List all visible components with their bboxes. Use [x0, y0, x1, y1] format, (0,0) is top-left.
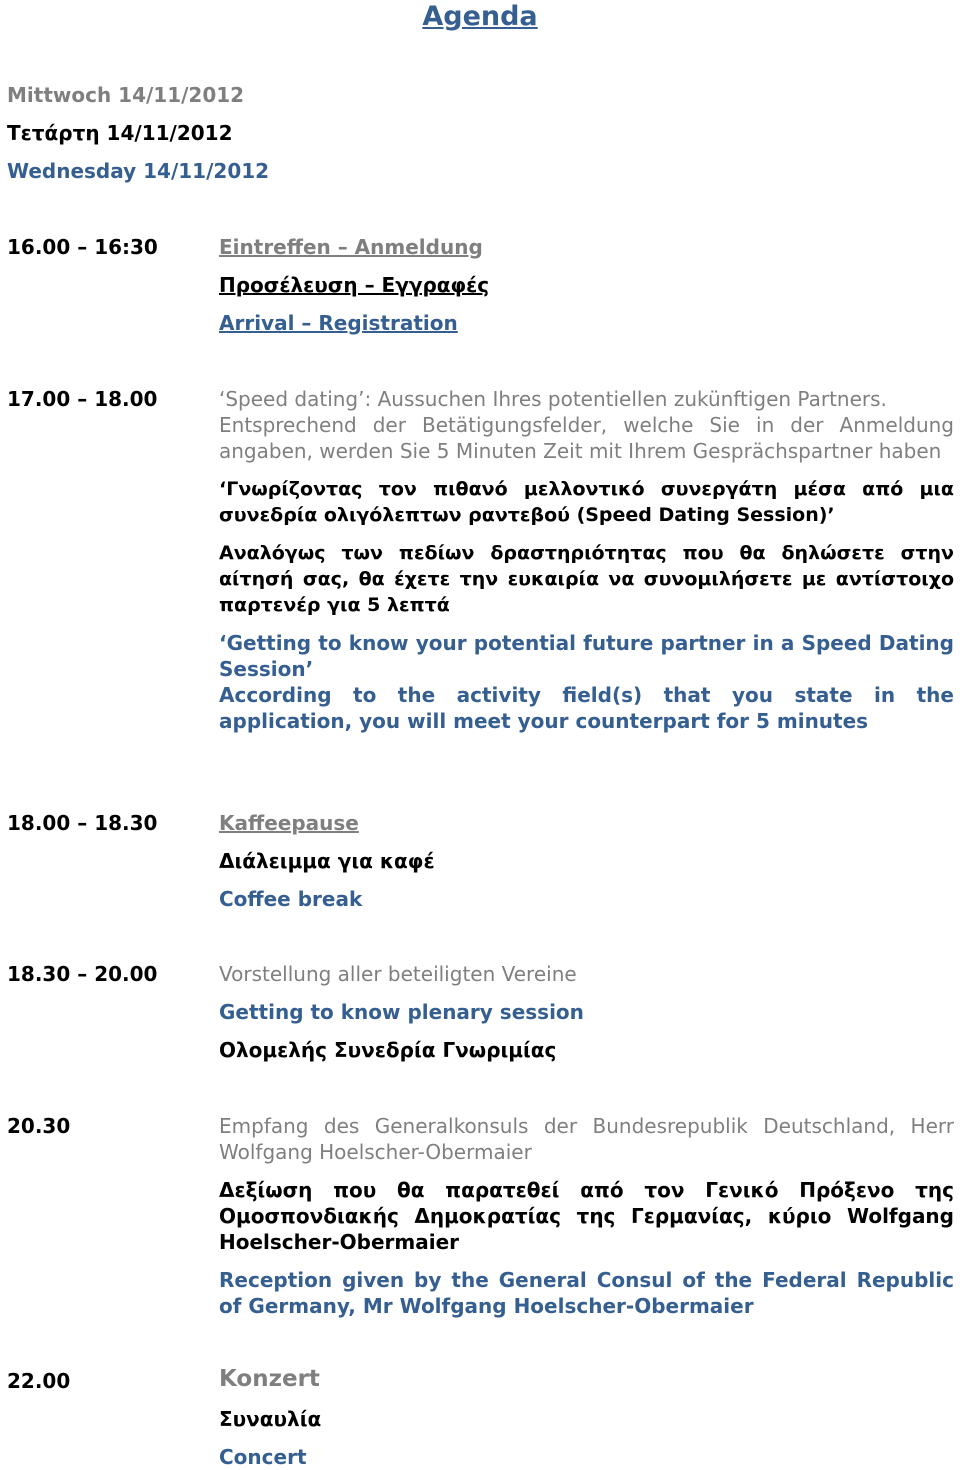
item-german-description: Entsprechend der Betätigungsfelder, welche Sie in der Anmeldung angaben, werden Sie 5 Minuten Zeit mit Ihrem Gesprächspartner haben [219, 413, 954, 463]
date-german: Mittwoch 14/11/2012 [7, 83, 245, 107]
time-slot: 16.00 – 16:30 [7, 235, 158, 259]
item-greek-description: Αναλόγως των πεδίων δραστηριότητας που θα δηλώσετε στην αίτησή σας, θα έχετε την ευκαιρία να συνομιλήσετε με αντίστοιχο παρτενέρ για 5 λεπτά [219, 542, 954, 616]
item-german: Kaffeepause [219, 811, 359, 835]
item-english: Getting to know plenary session [219, 1000, 584, 1024]
item-german: Empfang des Generalkonsuls der Bundesrepublik Deutschland, Herr Wolfgang Hoelscher-Obermaier [219, 1114, 954, 1164]
item-english-heading: ‘Getting to know your potential future partner in a Speed Dating Session’ [219, 631, 954, 681]
page-title: Agenda [422, 1, 538, 32]
item-german-heading: ‘Speed dating’: Aussuchen Ihres potentiellen zukünftigen Partners. [219, 387, 887, 411]
time-slot: 22.00 [7, 1369, 71, 1393]
item-german: Konzert [219, 1366, 320, 1392]
item-english: Arrival – Registration [219, 311, 458, 335]
item-greek: Δεξίωση που θα παρατεθεί από τον Γενικό Πρόξενο της Ομοσπονδιακής Δημοκρατίας της Γερμανίας, κύριο Wolfgang Hoelscher-Obermaier [219, 1178, 954, 1254]
time-slot: 17.00 – 18.00 [7, 387, 158, 411]
item-greek-heading: ‘Γνωρίζοντας τον πιθανό μελλοντικό συνεργάτη μέσα από μια συνεδρία ολιγόλεπτων ραντεβού (Speed Dating Session)’ [219, 478, 954, 526]
item-german: Eintreffen – Anmeldung [219, 235, 483, 259]
date-greek: Τετάρτη 14/11/2012 [7, 121, 233, 145]
item-english: Coffee break [219, 887, 363, 911]
item-english: Reception given by the General Consul of the Federal Republic of Germany, Mr Wolfgang Hoelscher-Obermaier [219, 1268, 954, 1318]
speed-dating-section [219, 386, 954, 734]
date-english: Wednesday 14/11/2012 [7, 159, 270, 183]
item-greek: Προσέλευση – Εγγραφές [219, 273, 490, 297]
reception-section [219, 1113, 954, 1319]
time-slot: 18.30 – 20.00 [7, 962, 158, 986]
time-slot: 20.30 [7, 1114, 71, 1138]
item-german: Vorstellung aller beteiligten Vereine [219, 962, 577, 986]
item-greek: Διάλειμμα για καφέ [219, 849, 435, 873]
item-greek: Συναυλία [219, 1407, 322, 1431]
time-slot: 18.00 – 18.30 [7, 811, 158, 835]
item-english: Concert [219, 1445, 307, 1469]
item-english-description: According to the activity field(s) that you state in the application, you will meet your counterpart for 5 minutes [219, 683, 954, 733]
item-greek: Ολομελής Συνεδρία Γνωριμίας [219, 1038, 557, 1062]
